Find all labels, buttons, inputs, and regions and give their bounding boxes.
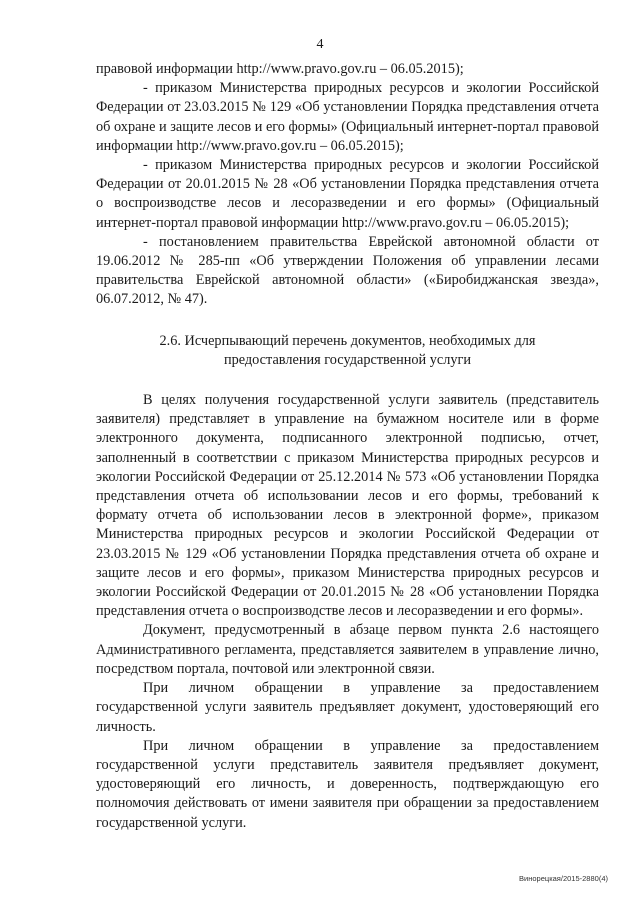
paragraph-applicant-identity: При личном обращении в управление за предоставлением государственной услуги заявитель предъявляет документ, удостоверяющий его личность. [96, 680, 599, 735]
page-number: 4 [316, 37, 324, 52]
paragraph-resolution-285-pp: - постановлением правительства Еврейской автономной области от 19.06.2012 № 285-пп «Об утверждении Положения об управлении лесами правительства Еврейской автономной области» («Биробиджанская звезда», 06.07.2012, № 47). [96, 233, 599, 308]
paragraph-order-28: - приказом Министерства природных ресурсов и экологии Российской Федерации от 20.01.2015 № 28 «Об установлении Порядка представления отчета о воспроизводстве лесов и лесоразведении и его формы» (Официальный интернет-портал правовой информации http://www.pravo.gov.ru – 06.05.2015); [96, 157, 599, 231]
paragraph-order-129: - приказом Министерства природных ресурсов и экологии Российской Федерации от 23.03.2015 № 129 «Об установлении Порядка представления отчета об охране и защите лесов и его формы» (Официальный интернет-портал правовой информации http://www.pravo.gov.ru – 06.05.2015); [96, 80, 599, 154]
paragraph-submission-methods: Документ, предусмотренный в абзаце первом пункта 2.6 настоящего Административного регламента, представляется заявителем в управление лично, посредством портала, почтовой или электронной связи. [96, 622, 599, 677]
paragraph-submission-requirements: В целях получения государственной услуги заявитель (представитель заявителя) представляет в управление на бумажном носителе или в форме электронного документа, подписанного электронной подписью, отчет, заполненный в соответствии с приказом Министерства природных ресурсов и экологии Российской Федерации от 25.12.2014 № 573 «Об установлении Порядка представления отчета об использовании лесов и его формы, требований к формату отчета об использовании лесов в электронной форме», приказом Министерства природных ресурсов и экологии Российской Федерации от 23.03.2015 № 129 «Об установлении Порядка представления отчета об охране и защите лесов и его формы», приказом Министерства природных ресурсов и экологии Российской Федерации от 20.01.2015 № 28 «Об установлении Порядка представления отчета о воспроизводстве лесов и лесоразведении и его формы». [96, 392, 599, 620]
paragraph-representative-identity: При личном обращении в управление за предоставлением государственной услуги представитель заявителя предъявляет документ, удостоверяющий его личность, и доверенность, подтверждающую его полномочия действовать от имени заявителя при обращении за предоставлением государственной услуги. [96, 737, 599, 831]
paragraph-legal-reference-continuation: правовой информации http://www.pravo.gov.ru – 06.05.2015); [96, 61, 464, 77]
document-body [96, 60, 599, 833]
section-heading-2-6: 2.6. Исчерпывающий перечень документов, необходимых для предоставления государственной услуги [159, 332, 536, 368]
document-code: Винорецкая/2015-2880(4) [519, 874, 608, 883]
